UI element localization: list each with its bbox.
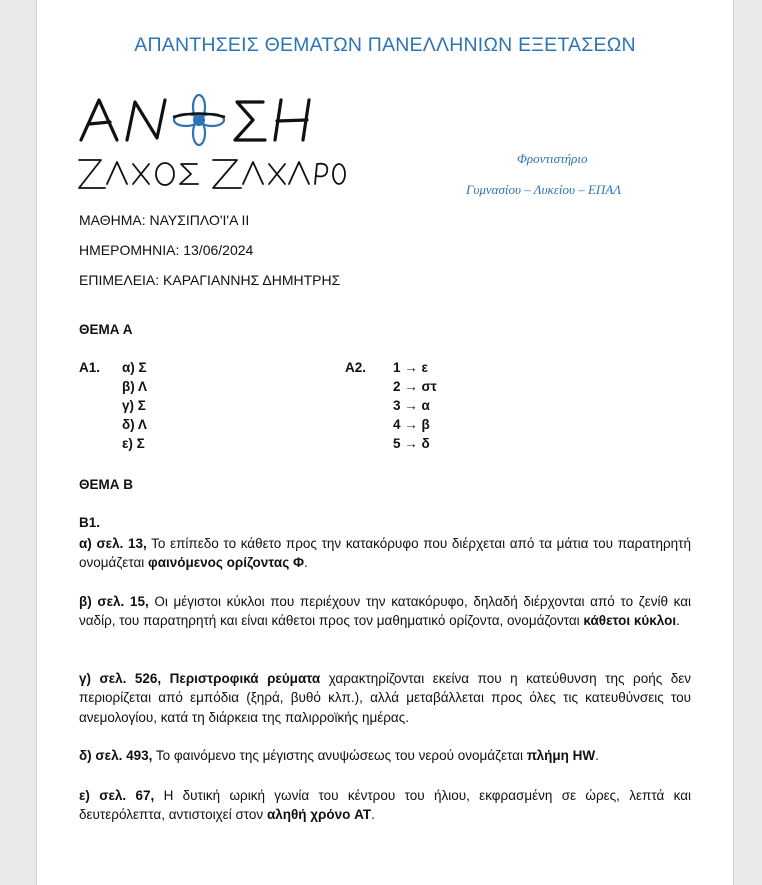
- a1-answer: γ) Σ: [122, 398, 146, 413]
- answer-paragraph-e: [79, 786, 691, 825]
- a2-label: Α2.: [345, 360, 367, 375]
- answer-paragraph-d: [79, 746, 691, 765]
- subject-line: ΜΑΘΗΜΑ: ΝΑΥΣΙΠΛΟ'Ι'Α ΙΙ: [79, 212, 250, 228]
- logo-graphic: [77, 92, 347, 197]
- tutoring-line-1: Φροντιστήριο: [517, 151, 588, 166]
- a1-answer: β) Λ: [122, 379, 147, 394]
- answer-paragraph-c: [79, 669, 691, 727]
- answer-end: .: [676, 613, 680, 629]
- answer-end: .: [595, 748, 599, 763]
- page-reference: α) σελ. 13,: [79, 536, 147, 551]
- answer-term: φαινόμενος ορίζοντας Φ: [148, 555, 305, 571]
- editor-line: ΕΠΙΜΕΛΕΙΑ: ΚΑΡΑΓΙΑΝΝΗΣ ΔΗΜΗΤΡΗΣ: [79, 272, 341, 288]
- a2-answer: 4 → β: [393, 417, 430, 432]
- page-reference: δ) σελ. 493,: [79, 748, 153, 763]
- a2-answer: 1 → ε: [393, 360, 428, 375]
- answer-text: χαρακτηρίζονται εκείνα που η κατεύθυνση της ροής δεν περιορίζεται από εμπόδια (ξηρά, βυθό κλπ.), αλλά μεταβάλλεται προς όλες τις κατευθύνσεις του ανεμολογίου, κατά τη διάρκεια της παλιρροϊκής ημέρας.: [79, 671, 692, 725]
- answer-term: Περιστροφικά ρεύματα: [161, 671, 321, 686]
- a1-answer: ε) Σ: [122, 436, 145, 451]
- answer-term: κάθετοι κύκλοι: [583, 613, 677, 629]
- answer-text: Το επίπεδο το κάθετο προς την κατακόρυφο που διέρχεται από τα μάτια του παρατηρητή ονομάζεται: [79, 536, 691, 571]
- a2-answer: 2 → στ: [393, 379, 437, 394]
- answer-term: αληθή χρόνο AT: [266, 807, 372, 823]
- tutoring-line-2: Γυμνασίου – Λυκείου – ΕΠΑΛ: [466, 182, 622, 197]
- document-page: [36, 0, 734, 885]
- page-title: ΑΠΑΝΤΗΣΕΙΣ ΘΕΜΑΤΩΝ ΠΑΝΕΛΛΗΝΙΩΝ ΕΞΕΤΑΣΕΩΝ: [134, 34, 636, 56]
- page-reference: ε) σελ. 67,: [79, 788, 155, 803]
- answer-text: Η δυτική ωρική γωνία του κέντρου του ήλιου, εκφρασμένη σε ώρες, λεπτά και δευτερόλεπτα, αντιστοιχεί στον: [79, 788, 692, 823]
- page-reference: γ) σελ. 526,: [79, 671, 162, 686]
- a2-answer: 5 → δ: [393, 436, 430, 451]
- b1-label: Β1.: [79, 515, 101, 530]
- a1-answer: α) Σ: [122, 360, 147, 375]
- flower-icon: [173, 95, 225, 145]
- a2-answer: 3 → α: [393, 398, 430, 413]
- theme-a-heading: ΘΕΜΑ Α: [79, 322, 133, 337]
- anthisi-logo: [77, 92, 347, 197]
- a1-answer: δ) Λ: [122, 417, 147, 432]
- answer-text: Οι μέγιστοι κύκλοι που περιέχουν την κατακόρυφο, δηλαδή διέρχονται από το ζενίθ και ναδίρ, του παρατηρητή και είναι κάθετοι προς τον μαθηματικό ορίζοντα, ονομάζονται: [79, 594, 692, 629]
- theme-b-heading: ΘΕΜΑ Β: [79, 477, 133, 492]
- page-reference: β) σελ. 15,: [79, 594, 149, 609]
- date-line: ΗΜΕΡΟΜΗΝΙΑ: 13/06/2024: [79, 242, 254, 258]
- answer-paragraph-b: [79, 592, 691, 631]
- answer-end: .: [304, 555, 308, 571]
- a1-label: Α1.: [79, 360, 101, 375]
- answer-text: Το φαινόμενο της μέγιστης ανυψώσεως του νερού ονομάζεται: [152, 748, 527, 763]
- answer-end: .: [371, 807, 375, 823]
- answer-paragraph-a: [79, 534, 691, 573]
- answer-term: πλήμη HW: [526, 748, 596, 763]
